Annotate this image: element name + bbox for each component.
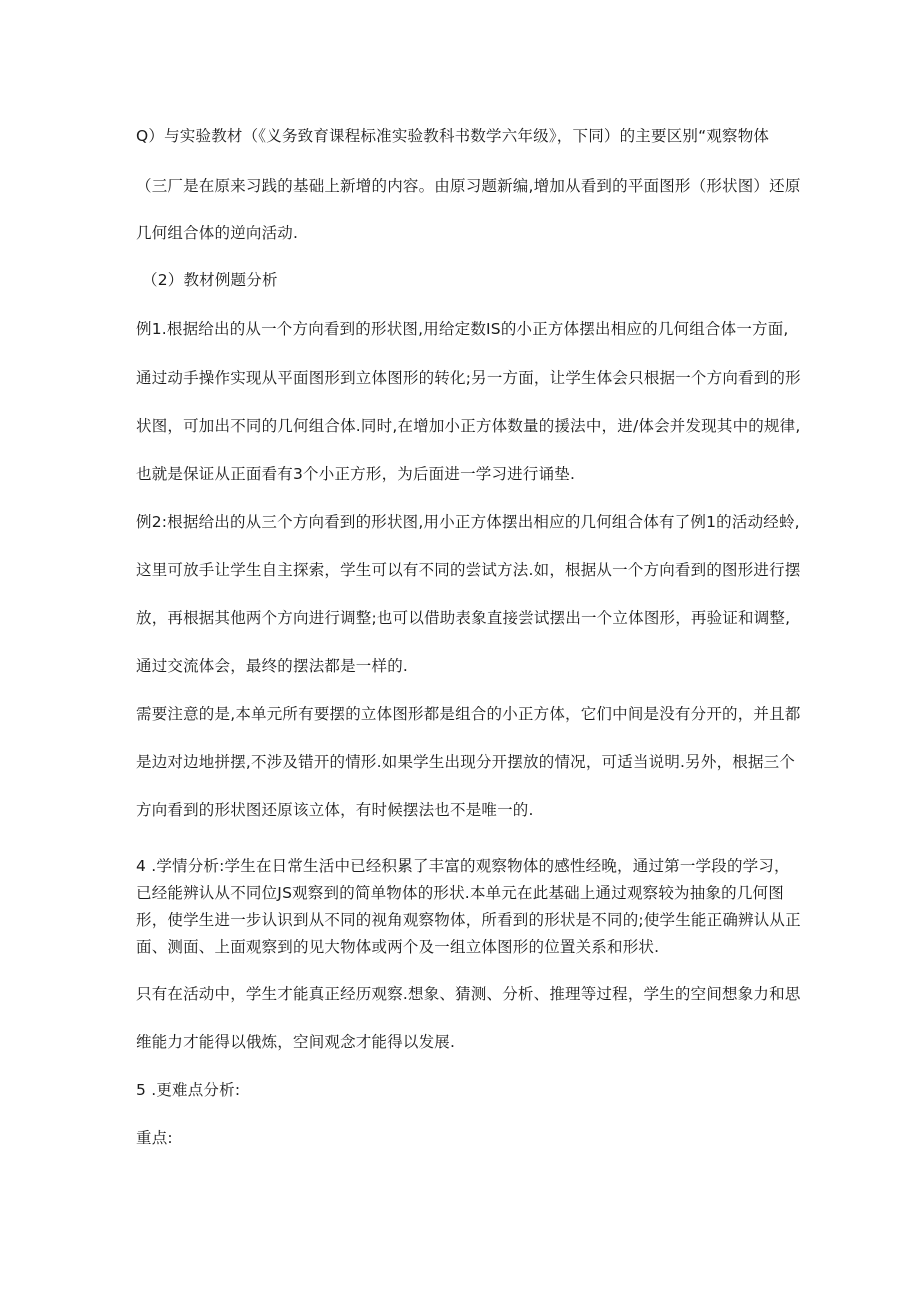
section-heading: 5 .更难点分析: xyxy=(136,1081,241,1099)
section-heading: 重点: xyxy=(136,1129,173,1147)
text-line: Q）与实验教材（《义务致育课程标准实验教科书数学六年级》，下同）的主要区别“观察物体 xyxy=(136,127,770,145)
text-line: 方向看到的形状图还原该立体，有时候摆法也不是唯一的. xyxy=(136,801,534,819)
text-line: 状图，可加出不同的几何组合体.同时,在增加小正方体数量的援法中，进/体会并发现其中的规律, xyxy=(136,417,801,435)
text-line: 维能力才能得以俄炼，空间观念才能得以发展. xyxy=(136,1033,456,1051)
text-line: 通过交流体会，最终的摆法都是一样的. xyxy=(136,657,409,675)
text-line: 已经能辨认从不同位JS观察到的简单物体的形状.本单元在此基础上通过观察较为抽象的几何图 xyxy=(136,884,784,902)
section-heading: 4 .学情分析:学生在日常生活中已经积累了丰富的观察物体的感性经晚，通过第一学段的学习， xyxy=(136,857,790,875)
text-line: 例1.根据给出的从一个方向看到的形状图,用给定数IS的小正方体摆出相应的几何组合体一方面, xyxy=(136,320,789,338)
text-line: 这里可放手让学生自主探索，学生可以有不同的尝试方法.如，根据从一个方向看到的图形进行摆 xyxy=(136,561,801,579)
text-line: 放，再根据其他两个方向进行调整;也可以借助表象直接尝试摆出一个立体图形，再验证和调整, xyxy=(136,609,791,627)
text-line: 面、测面、上面观察到的见大物体或两个及一组立体图形的位置关系和形状. xyxy=(136,938,660,956)
text-line: 需要注意的是,本单元所有要摆的立体图形都是组合的小正方体，它们中间是没有分开的，并且都 xyxy=(136,705,801,723)
text-line: 形，使学生进一步认识到从不同的视角观察物体，所看到的形状是不同的;使学生能正确辨认从正 xyxy=(136,911,801,929)
text-line: 通过动手操作实现从平面图形到立体图形的转化;另一方面，让学生体会只根据一个方向看到的形 xyxy=(136,369,801,387)
text-line: 是边对边地拼摆,不涉及错开的情形.如果学生出现分开摆放的情况，可适当说明.另外，根据三个 xyxy=(136,753,796,771)
text-line: 也就是保证从正面看有3个小正方形，为后面进一学习进行诵垫. xyxy=(136,465,576,483)
text-line: （三厂是在原来习践的基础上新增的内容。由原习题新编,增加从看到的平面图形（形状图）还原 xyxy=(136,177,801,195)
section-heading: （2）教材例题分析 xyxy=(142,271,278,289)
text-line: 例2:根据给出的从三个方向看到的形状图,用小正方体摆出相应的几何组合体有了例1的活动经蛉, xyxy=(136,513,800,531)
text-line: 只有在活动中，学生才能真正经历观察.想象、猜测、分析、推理等过程，学生的空间想象力和思 xyxy=(136,985,801,1003)
text-line: 几何组合体的逆向活动. xyxy=(136,224,299,242)
